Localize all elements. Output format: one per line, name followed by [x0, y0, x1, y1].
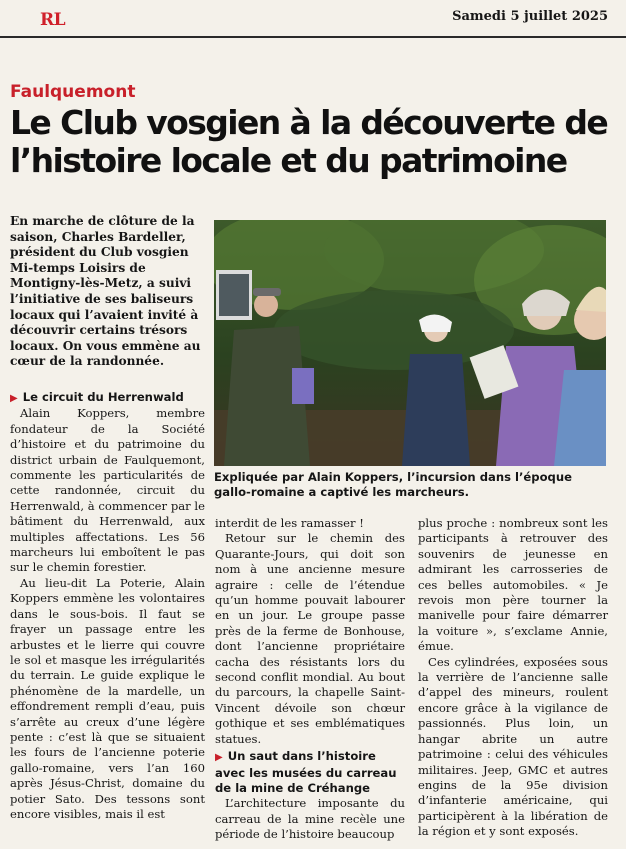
newspaper-logo: RL [40, 10, 66, 30]
section-heading-mine [215, 749, 405, 796]
triangle-right-icon: ▶ [10, 393, 18, 404]
paragraph-continuation: plus proche : nombreux sont les participants à retrouver des souvenirs de jeunesse en admirant les carrosseries de ces belles automobiles. « Je revois mon père tourner la manivelle pour faire démarrer la voiture », s’exclame Annie, émue. [418, 516, 608, 654]
article-intro: En marche de clôture de la saison, Charles Bardeller, président du Club vosgien Mi-temps Loisirs de Montigny-lès-Metz, a suivi l’initiative de ses baliseurs locaux qui l’avaient invité à découvrir certains trésors locaux. On vous emmène au cœur de la randonnée. [10, 214, 201, 369]
masthead [0, 0, 626, 38]
article-photo [214, 220, 606, 466]
column-3 [418, 516, 608, 840]
column-2 [215, 516, 405, 843]
article-headline: Le Club vosgien à la découverte de l’histoire locale et du patrimoine [10, 103, 608, 180]
forest-group-photo [214, 220, 606, 466]
paragraph: Retour sur le chemin des Quarante-Jours, qui doit son nom à une ancienne mesure agraire : celle de l’étendue qu’un homme pouvait labourer en un jour. Le groupe passe près de la ferme de Bonhouse, dont l’ancienne propriétaire cacha des résistants lors du second conflit mondial. Au bout du parcours, la chapelle Saint-Vincent dévoile son chœur gothique et ses emblématiques statues. [215, 531, 405, 746]
section-heading-text: Le circuit du Herrenwald [22, 390, 184, 404]
article-kicker: Faulquemont [10, 82, 136, 102]
section-heading-herrenwald [10, 390, 205, 406]
photo-caption: Expliquée par Alain Koppers, l’incursion dans l’époque gallo-romaine a captivé les marcheurs. [214, 470, 572, 499]
paragraph: Au lieu-dit La Poterie, Alain Koppers emmène les volontaires dans le sous-bois. Il faut se frayer un passage entre les arbustes et le lierre qui couvre le sol et masque les irrégularités du terrain. Le guide explique le phénomène de la mardelle, un effondrement rempli d’eau, puis s’arrête au creux d’une légère pente : c’est là que se situaient les fours de l’ancienne poterie gallo-romaine, vers l’an 160 après Jésus-Christ, domaine du potier Sato. Des tessons sont encore visibles, mais il est [10, 575, 205, 821]
paragraph: L’architecture imposante du carreau de la mine recèle une période de l’histoire beaucoup [215, 796, 405, 842]
issue-date: Samedi 5 juillet 2025 [452, 9, 608, 24]
section-heading-text: Un saut dans l’histoire avec les musées du carreau de la mine de Créhange [215, 749, 397, 795]
paragraph-continuation: interdit de les ramasser ! [215, 516, 364, 530]
paragraph: Alain Koppers, membre fondateur de la Société d’histoire et du patrimoine du district urbain de Faulquemont, commente les particularités de cette randonnée, circuit du Herrenwald, à commencer par le bâtiment du Herrenwald, aux multiples affectations. Les 56 marcheurs lui emboîtent le pas sur le chemin forestier. [10, 406, 205, 575]
triangle-right-icon: ▶ [215, 752, 223, 764]
column-1 [10, 390, 205, 822]
paragraph: Ces cylindrées, exposées sous la verrière de l’ancienne salle d’appel des mineurs, roulent encore grâce à la vigilance de passionnés. Plus loin, un hangar abrite un autre patrimoine : celui des véhicules militaires. Jeep, GMC et autres engins de la 95e division d’infanterie américaine, qui participèrent à la libération de la région et y sont exposés. [418, 654, 608, 839]
